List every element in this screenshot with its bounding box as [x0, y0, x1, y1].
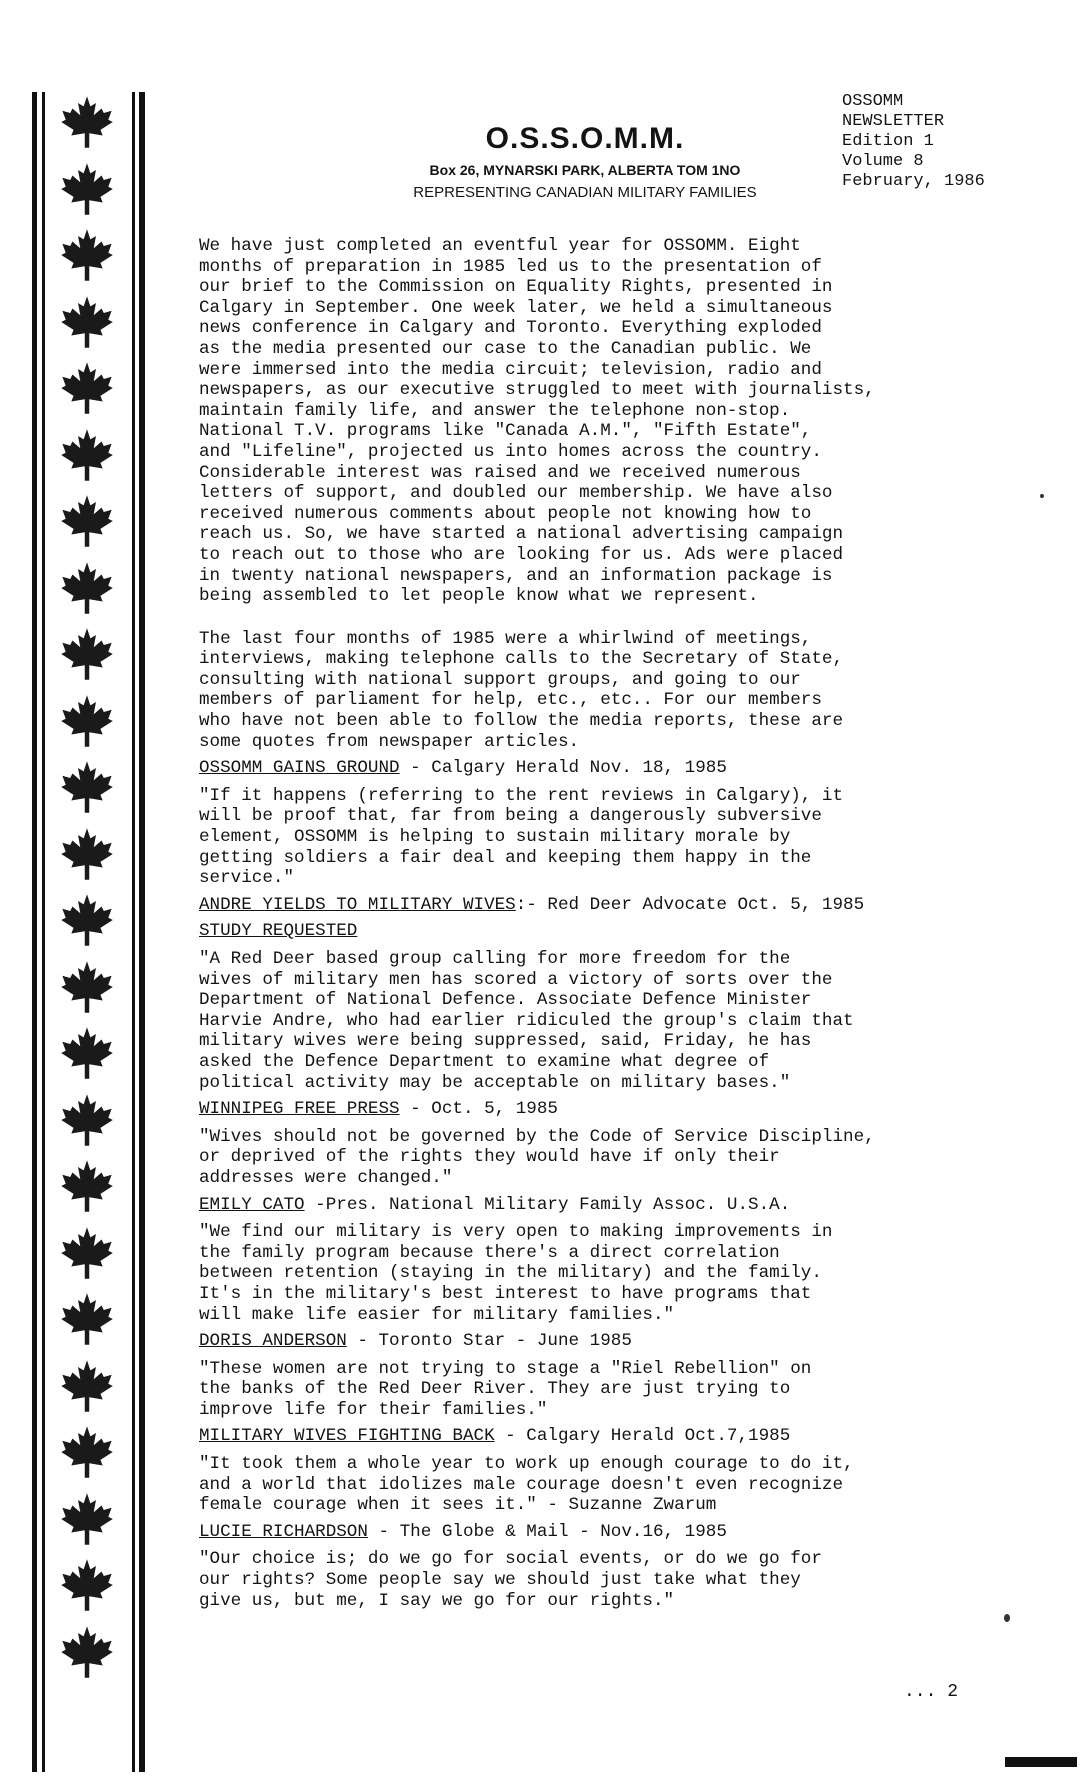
- text-line: some quotes from newspaper articles.: [199, 731, 580, 752]
- maple-leaf-icon: [58, 1624, 116, 1680]
- edition-line: Edition 1: [842, 132, 934, 151]
- article-title: OSSOMM GAINS GROUND: [199, 758, 400, 779]
- article-title: MILITARY WIVES FIGHTING BACK: [199, 1426, 495, 1447]
- maple-leaf-icon: [58, 626, 116, 682]
- text-line: to reach out to those who are looking for us. Ads were placed: [199, 544, 844, 565]
- maple-leaf-icon: [58, 1291, 116, 1347]
- scan-speck: [1004, 1614, 1010, 1622]
- article-source: - Calgary Herald Oct.7,1985: [494, 1426, 791, 1447]
- quote-heading: [199, 1522, 999, 1543]
- maple-leaf-icon: [58, 1424, 116, 1480]
- text-line: "It took them a whole year to work up enough courage to do it,: [199, 1454, 854, 1475]
- text-line: in twenty national newspapers, and an information package is: [199, 565, 833, 586]
- border-bar: [132, 92, 135, 1772]
- text-line: It's in the military's best interest to have programs that: [199, 1283, 812, 1304]
- article-quote: [199, 1127, 999, 1189]
- text-line: improve life for their families.": [199, 1399, 548, 1420]
- text-line: give us, but me, I say we go for our rights.": [199, 1590, 675, 1611]
- maple-leaf-icon: [58, 1158, 116, 1214]
- maple-leaf-icon: [58, 427, 116, 483]
- text-line: "Our choice is; do we go for social events, or do we go for: [199, 1549, 822, 1570]
- article-source: - Toronto Star - June 1985: [346, 1331, 632, 1352]
- text-line: and "Lifeline", projected us into homes across the country.: [199, 441, 822, 462]
- article-source: -Pres. National Military Family Assoc. U.S.A.: [304, 1194, 791, 1215]
- text-line: Department of National Defence. Associate Defence Minister: [199, 990, 812, 1011]
- text-line: political activity may be acceptable on military bases.": [199, 1072, 791, 1093]
- text-line: maintain family life, and answer the telephone non-stop.: [199, 400, 791, 421]
- text-line: newspapers, as our executive struggled to meet with journalists,: [199, 380, 875, 401]
- text-line: We have just completed an eventful year for OSSOMM. Eight: [199, 236, 801, 256]
- text-line: members of parliament for help, etc., etc.. For our members: [199, 690, 822, 711]
- maple-leaf-icon: [58, 493, 116, 549]
- border-bar: [42, 92, 45, 1772]
- maple-leaf-icon: [58, 1225, 116, 1281]
- masthead: [370, 122, 800, 201]
- text-line: interviews, making telephone calls to the Secretary of State,: [199, 649, 844, 670]
- edition-line: February, 1986: [842, 172, 985, 191]
- text-line: were immersed into the media circuit; television, radio and: [199, 359, 822, 380]
- edition-line: OSSOMM: [842, 92, 904, 111]
- text-line: wives of military men has scored a victory of sorts over the: [199, 969, 833, 990]
- quote-heading: [199, 1426, 999, 1447]
- maple-leaf-icon: [58, 1092, 116, 1148]
- border-bar: [139, 92, 145, 1772]
- text-line: addresses were changed.": [199, 1167, 453, 1188]
- text-line: National T.V. programs like "Canada A.M.", "Fifth Estate",: [199, 421, 812, 442]
- text-line: service.": [199, 868, 295, 889]
- text-line: as the media presented our case to the Canadian public. We: [199, 338, 812, 359]
- article-subtitle: STUDY REQUESTED: [199, 921, 358, 942]
- article-title: ANDRE YIELDS TO MILITARY WIVES: [199, 894, 516, 915]
- article-quote: [199, 1454, 999, 1516]
- edition-info: [842, 92, 985, 192]
- text-line: The last four months of 1985 were a whirlwind of meetings,: [199, 628, 812, 649]
- article-quote: [199, 949, 999, 1093]
- maple-leaf-icon: [58, 360, 116, 416]
- text-line: asked the Defence Department to examine what degree of: [199, 1051, 770, 1072]
- text-line: "These women are not trying to stage a "Riel Rebellion" on: [199, 1358, 812, 1379]
- text-line: military wives were being suppressed, said, Friday, he has: [199, 1031, 812, 1052]
- text-line: news conference in Calgary and Toronto. Everything exploded: [199, 318, 822, 339]
- quote-heading: [199, 895, 999, 916]
- text-line: months of preparation in 1985 led us to the presentation of: [199, 256, 822, 277]
- text-line: received numerous comments about people not knowing how to: [199, 503, 812, 524]
- article-source: - Oct. 5, 1985: [399, 1099, 558, 1120]
- maple-leaf-icon: [58, 227, 116, 283]
- edition-line: NEWSLETTER: [842, 112, 945, 131]
- text-line: female courage when it sees it." - Suzanne Zwarum: [199, 1495, 717, 1516]
- article-source: :- Red Deer Advocate Oct. 5, 1985: [515, 894, 865, 915]
- text-line: who have not been able to follow the media reports, these are: [199, 711, 844, 732]
- text-line: our brief to the Commission on Equality Rights, presented in: [199, 277, 833, 298]
- maple-leaf-icon: [58, 1491, 116, 1547]
- article-source: - The Globe & Mail - Nov.16, 1985: [367, 1521, 727, 1542]
- page-continuation-marker: ... 2: [904, 1682, 959, 1702]
- article-quote: [199, 1359, 999, 1421]
- second-paragraph: [199, 629, 999, 753]
- text-line: "If it happens (referring to the rent reviews in Calgary), it: [199, 785, 844, 806]
- text-line: will be proof that, far from being a dangerously subversive: [199, 806, 822, 827]
- scan-corner-mark: [1005, 1757, 1077, 1767]
- quote-subheading: [199, 921, 999, 942]
- maple-leaf-icon: [58, 94, 116, 150]
- intro-paragraph: [199, 236, 999, 607]
- maple-leaf-icon: [58, 560, 116, 616]
- maple-leaf-icon: [58, 294, 116, 350]
- maple-leaf-icon: [58, 892, 116, 948]
- scan-speck: [1040, 494, 1044, 498]
- organization-tagline: REPRESENTING CANADIAN MILITARY FAMILIES: [413, 184, 757, 201]
- article-title: EMILY CATO: [199, 1194, 305, 1215]
- text-line: or deprived of the rights they would have if only their: [199, 1147, 780, 1168]
- maple-leaf-icon: [58, 161, 116, 217]
- text-line: element, OSSOMM is helping to sustain military morale by: [199, 827, 791, 848]
- article-title: WINNIPEG FREE PRESS: [199, 1099, 400, 1120]
- article-title: LUCIE RICHARDSON: [199, 1521, 368, 1542]
- quote-heading: [199, 1331, 999, 1352]
- text-line: Harvie Andre, who had earlier ridiculed the group's claim that: [199, 1010, 854, 1031]
- quote-heading: [199, 1099, 999, 1120]
- maple-leaf-icon: [58, 1557, 116, 1613]
- text-line: the banks of the Red Deer River. They are just trying to: [199, 1379, 791, 1400]
- maple-leaf-column: [54, 94, 124, 1690]
- organization-name: O.S.S.O.M.M.: [485, 122, 685, 155]
- text-line: being assembled to let people know what we represent.: [199, 586, 759, 607]
- text-line: getting soldiers a fair deal and keeping them happy in the: [199, 847, 812, 868]
- maple-leaf-icon: [58, 826, 116, 882]
- article-quote: [199, 1549, 999, 1611]
- maple-leaf-icon: [58, 1358, 116, 1414]
- text-line: our rights? Some people say we should just take what they: [199, 1570, 801, 1591]
- text-line: "We find our military is very open to making improvements in: [199, 1222, 833, 1243]
- article-source: - Calgary Herald Nov. 18, 1985: [399, 758, 727, 779]
- border-bar: [32, 92, 37, 1772]
- text-line: "Wives should not be governed by the Code of Service Discipline,: [199, 1126, 875, 1147]
- text-line: the family program because there's a direct correlation: [199, 1242, 780, 1263]
- text-line: Considerable interest was raised and we received numerous: [199, 462, 801, 483]
- organization-address: Box 26, MYNARSKI PARK, ALBERTA TOM 1NO: [429, 162, 741, 178]
- article-title: DORIS ANDERSON: [199, 1331, 347, 1352]
- edition-line: Volume 8: [842, 152, 924, 171]
- text-line: "A Red Deer based group calling for more freedom for the: [199, 949, 791, 969]
- text-line: consulting with national support groups, and going to our: [199, 669, 801, 690]
- article-quote: [199, 786, 999, 889]
- maple-leaf-icon: [58, 959, 116, 1015]
- text-line: and a world that idolizes male courage doesn't even recognize: [199, 1474, 844, 1495]
- newsletter-body: [199, 236, 999, 1611]
- text-line: will make life easier for military families.": [199, 1304, 675, 1325]
- article-quote: [199, 1222, 999, 1325]
- maple-leaf-icon: [58, 1025, 116, 1081]
- text-line: letters of support, and doubled our membership. We have also: [199, 483, 833, 504]
- maple-leaf-icon: [58, 693, 116, 749]
- text-line: between retention (staying in the military) and the family.: [199, 1263, 822, 1284]
- maple-leaf-border: [32, 92, 146, 1772]
- quote-heading: [199, 758, 999, 779]
- text-line: reach us. So, we have started a national advertising campaign: [199, 524, 844, 545]
- text-line: Calgary in September. One week later, we held a simultaneous: [199, 297, 833, 318]
- quote-heading: [199, 1195, 999, 1216]
- maple-leaf-icon: [58, 759, 116, 815]
